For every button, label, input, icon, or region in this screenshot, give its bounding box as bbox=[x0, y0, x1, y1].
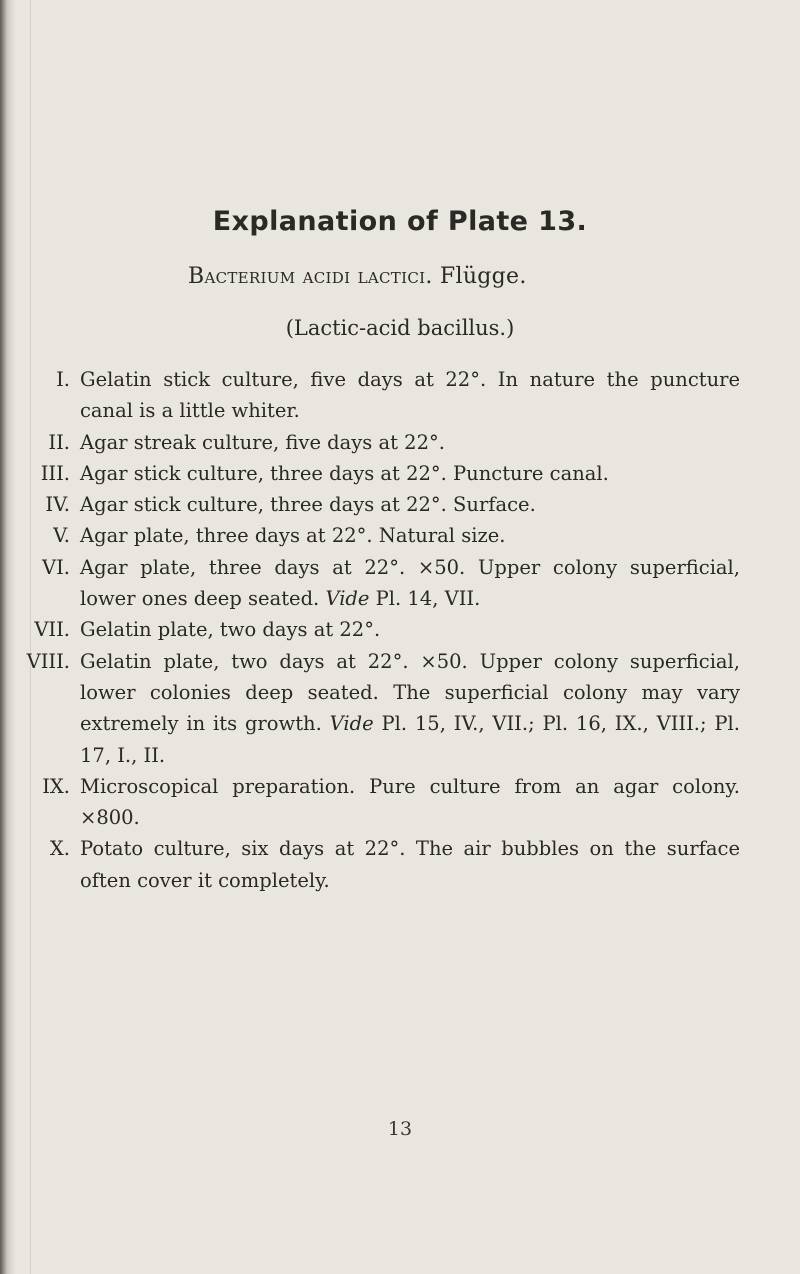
figure-description: Gelatin stick culture, five days at 22°. In nature the puncture canal is a little whiter. bbox=[80, 368, 740, 423]
description-part: Pl. 14, VII. bbox=[369, 587, 481, 611]
plate-figure-list bbox=[0, 364, 800, 896]
figure-number: VII. bbox=[34, 618, 70, 642]
figure-description: Agar plate, three days at 22°. Natural size. bbox=[80, 524, 506, 548]
figure-entry-7 bbox=[0, 614, 800, 645]
figure-number: VI. bbox=[42, 555, 70, 579]
figure-entry-2 bbox=[0, 427, 800, 458]
description-part: Gelatin plate, two days at 22°. ×50. Upper colony superficial, lower colonies deep seated. The superficial colony may vary extremely in its growth. bbox=[80, 649, 740, 736]
figure-description: Agar stick culture, three days at 22°. Surface. bbox=[80, 493, 536, 517]
page-title: Explanation of Plate 13. bbox=[212, 206, 588, 237]
figure-number: V. bbox=[53, 524, 70, 548]
organism-author: Flügge. bbox=[439, 264, 527, 289]
figure-description: Microscopical preparation. Pure culture from an agar colony. ×800. bbox=[80, 774, 740, 830]
figure-description bbox=[80, 552, 740, 615]
organism-name: Bacterium acidi lactici. bbox=[188, 264, 433, 289]
figure-description bbox=[80, 646, 740, 771]
figure-entry-8 bbox=[0, 646, 800, 771]
figure-number: VIII. bbox=[26, 649, 70, 673]
figure-number: II. bbox=[48, 430, 70, 454]
figure-number: III. bbox=[40, 461, 70, 485]
figure-number: X. bbox=[49, 837, 70, 861]
figure-number: I. bbox=[56, 368, 70, 391]
organism-heading bbox=[188, 264, 527, 289]
figure-description: Gelatin plate, two days at 22°. bbox=[80, 618, 381, 642]
description-part: Agar plate, three days at 22°. ×50. Upper colony superficial, lower ones deep seated. bbox=[80, 555, 740, 611]
figure-description: Agar stick culture, three days at 22°. Puncture canal. bbox=[80, 461, 609, 485]
figure-entry-6 bbox=[0, 552, 800, 615]
common-name-caption: (Lactic-acid bacillus.) bbox=[285, 316, 515, 340]
figure-entry-3 bbox=[0, 458, 800, 489]
description-part: Pl. 15, IV., VII.; Pl. 16, IX., VIII.; Pl. 17, I., II. bbox=[80, 712, 740, 767]
vide-reference: Vide bbox=[329, 712, 374, 736]
figure-number: IV. bbox=[45, 493, 70, 517]
figure-description: Agar streak culture, five days at 22°. bbox=[80, 430, 445, 454]
figure-entry-9 bbox=[0, 771, 800, 834]
figure-number: IX. bbox=[42, 774, 70, 798]
vide-reference: Vide bbox=[325, 587, 370, 611]
figure-entry-4 bbox=[0, 489, 800, 520]
figure-description: Potato culture, six days at 22°. The air bubbles on the surface often cover it completely. bbox=[80, 837, 740, 892]
figure-entry-10 bbox=[0, 833, 800, 896]
figure-entry-5 bbox=[0, 520, 800, 551]
figure-entry-1 bbox=[0, 364, 800, 427]
page-number: 13 bbox=[387, 1118, 413, 1140]
